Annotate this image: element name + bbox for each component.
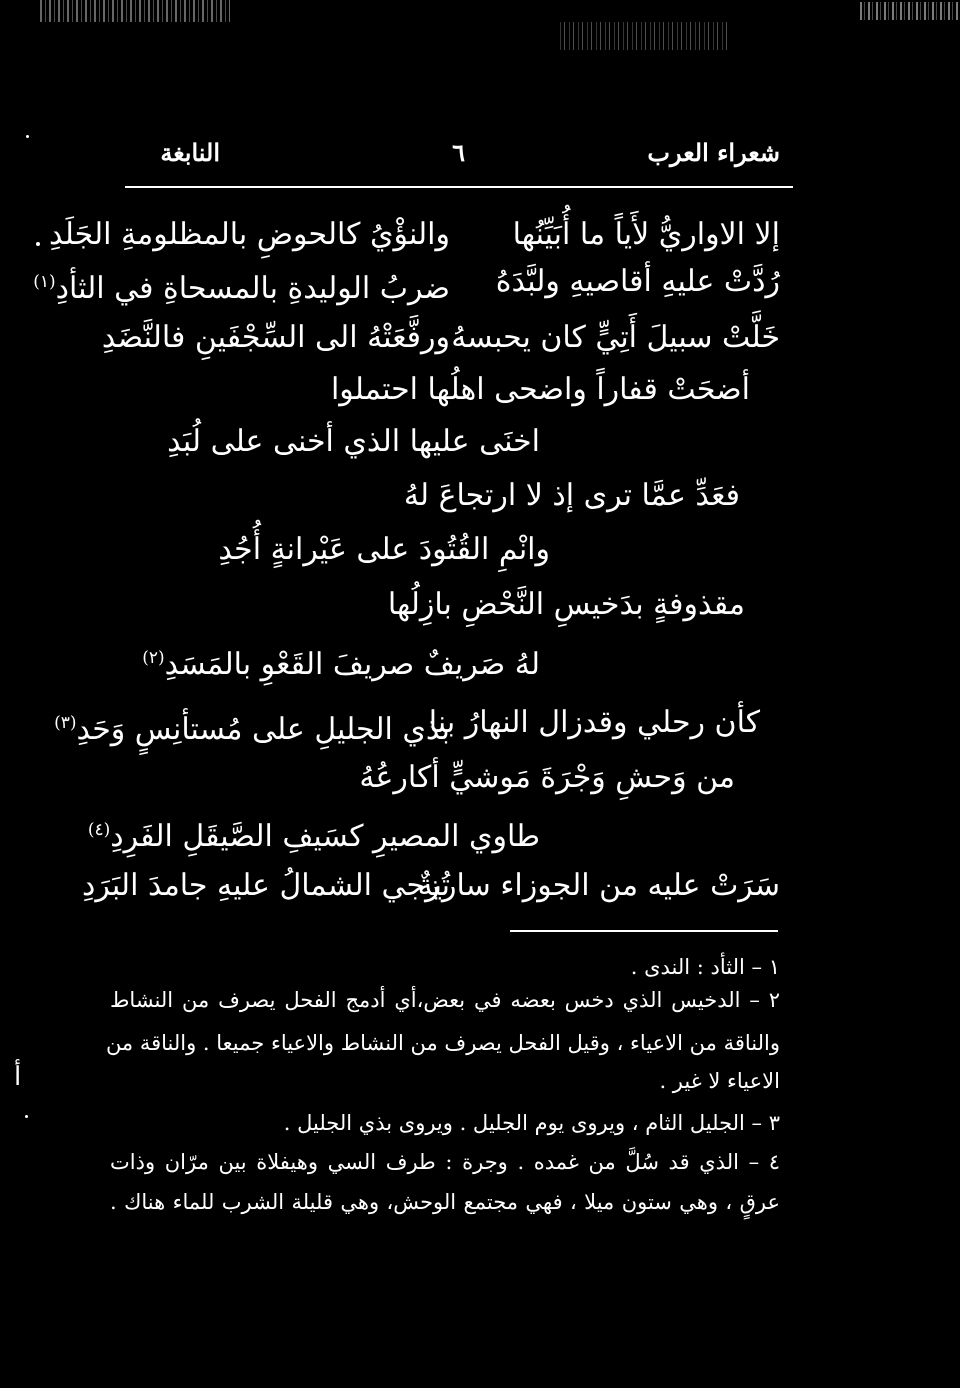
footnotes-rule	[510, 930, 778, 932]
verse-line: وانْمِ القُتُودَ على عَيْرانةٍ أُجُدِ	[218, 532, 550, 567]
header-rule	[125, 186, 793, 188]
verse-text: لهُ صَريفٌ صريفَ القَعْوِ بالمَسَدِ	[164, 647, 540, 682]
margin-mark: أ	[14, 1062, 22, 1092]
footnote: ٤ – الذي قد سُلَّ من غمده . وجرة : طرف السي وهيفلاة بين مرّان وذات	[110, 1150, 780, 1174]
verse-line: أضحَتْ قفاراً واضحى اهلُها احتملوا	[330, 372, 750, 407]
page-number: ٦	[452, 138, 465, 167]
verse-line: مقذوفةٍ بدَخيسِ النَّحْضِ بازِلُها	[387, 587, 745, 622]
scan-noise	[560, 22, 730, 50]
verse-line: من وَحشِ وَجْرَةَ مَوشيٍّ أكارعُهُ	[359, 760, 735, 795]
verse-hemistich-left: تُزجي الشمالُ عليهِ جامدَ البَرَدِ	[81, 868, 450, 903]
verse-hemistich-right: سَرَتْ عليه من الجوزاء ساريةٌ	[417, 868, 780, 903]
footnote: والناقة من الاعياء ، وقيل الفحل يصرف من النشاط والاعياء جميعا . والناقة من	[105, 1031, 780, 1055]
verse-line: اخنَى عليها الذي أخنى على لُبَدِ	[167, 424, 540, 459]
footnote-mark: (٣)	[54, 713, 77, 733]
page-header	[140, 138, 780, 178]
verse-hemistich-right: كأن رحلي وقدزال النهارُ بنا	[428, 705, 760, 740]
verse-hemistich-left: ورفَّعَتْهُ الى السِّجْفَينِ فالنَّضَدِ	[101, 320, 450, 355]
footnote: ١ – الثأد : الندى .	[630, 955, 780, 979]
footnote-mark: (٢)	[142, 648, 165, 668]
verse-line: فعَدِّ عمَّا ترى إذ لا ارتجاعَ لهُ	[403, 478, 740, 513]
scan-speck	[36, 242, 40, 246]
scan-noise	[860, 2, 960, 20]
scan-speck	[25, 1115, 28, 1118]
footnote: ٢ – الدخيس الذي دخس بعضه في بعض،أي أدمج الفحل يصرف من النشاط	[110, 988, 780, 1012]
verse-hemistich-left	[51, 703, 450, 751]
footnote-mark: (١)	[33, 272, 56, 292]
verse-line	[85, 810, 540, 858]
footnote: الاعياء لا غير .	[659, 1069, 780, 1093]
verse-hemistich-right: رُدَّتْ عليهِ أقاصيهِ ولبَّدَهُ	[495, 264, 780, 299]
hemistich-text: ضربُ الوليدةِ بالمسحاةِ في الثأدِ	[55, 271, 450, 306]
verse-hemistich-left: والنؤْيُ كالحوضِ بالمظلومةِ الجَلَدِ	[49, 217, 450, 252]
scan-speck	[26, 135, 29, 138]
scan-noise	[40, 0, 230, 22]
footnote: عرقٍ ، وهي ستون ميلا ، فهي مجتمع الوحش، وهي قليلة الشرب للماء هناك .	[110, 1190, 780, 1214]
verse-hemistich-right: خَلَّتْ سبيلَ أَتِيٍّ كان يحبسهُ	[451, 320, 780, 355]
footnote-mark: (٤)	[87, 820, 111, 840]
verse-text: طاوي المصيرِ كسَيفِ الصَّيقَلِ الفَرِدِ	[110, 819, 540, 854]
verse-hemistich-left	[30, 262, 450, 310]
verse-hemistich-right: إلا الاواريُّ لأَياً ما أُبَيِّنُها	[512, 217, 780, 252]
verse-line	[139, 638, 540, 686]
poet-name: النابغة	[160, 138, 220, 167]
footnote: ٣ – الجليل الثام ، ويروى يوم الجليل . ويروى بذي الجليل .	[283, 1111, 780, 1135]
book-title: شعراء العرب	[647, 138, 780, 167]
hemistich-text: بذي الجليلِ على مُستأنِسٍ وَحَدِ	[76, 712, 450, 747]
